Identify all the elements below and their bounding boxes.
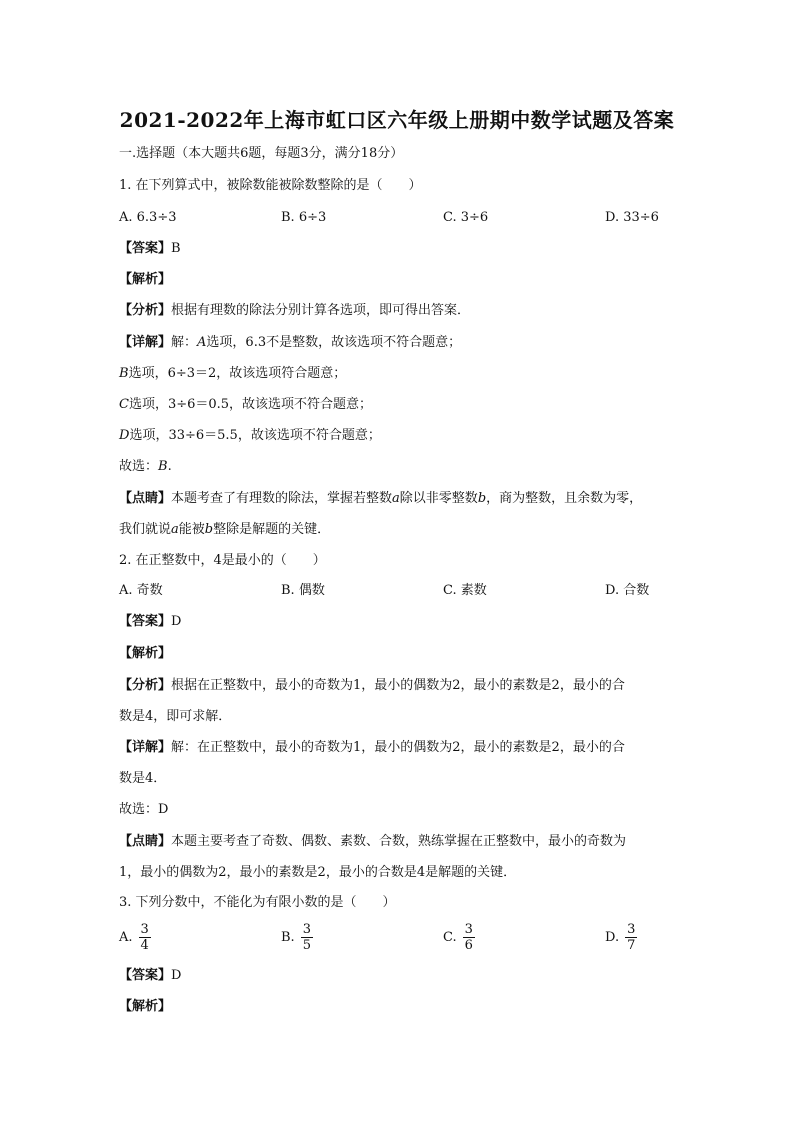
q2-dianjing-line-1 bbox=[119, 834, 626, 850]
dianjing-text: 本题主要考查了奇数、偶数、素数、合数，熟练掌握在正整数中，最小的奇数为 bbox=[171, 834, 627, 849]
q1-option-c: C. 3÷6 bbox=[443, 210, 489, 225]
q1-fenxi bbox=[119, 303, 470, 319]
q2-option-c: C. 素数 bbox=[443, 583, 487, 598]
q1-option-d: D. 33÷6 bbox=[605, 210, 659, 225]
q1-xiangjie-line-3 bbox=[119, 397, 372, 413]
xiangjie-text: 选项，6.3不是整数，故该选项不符合题意； bbox=[206, 335, 462, 350]
denominator: 6 bbox=[464, 938, 473, 953]
variable: b bbox=[204, 522, 214, 537]
q2-xiangjie-line-2: 数是4． bbox=[119, 771, 167, 786]
page-title: 2021-2022年上海市虹口区六年级上册期中数学试题及答案 bbox=[119, 108, 675, 132]
q1-answer bbox=[119, 241, 181, 257]
xiangjie-tag: 【详解】 bbox=[119, 335, 172, 350]
variable: D bbox=[119, 428, 130, 443]
q2-option-d: D. 合数 bbox=[605, 583, 650, 598]
dianjing-tag: 【点睛】 bbox=[119, 491, 172, 506]
q3-option-b bbox=[281, 922, 313, 953]
fraction bbox=[463, 922, 475, 953]
xiangjie-text: 选项，6÷3＝2，故该选项符合题意； bbox=[128, 366, 347, 381]
q1-dianjing-line-1 bbox=[119, 491, 642, 507]
dianjing-text: 我们就说 bbox=[119, 522, 172, 537]
q1-option-b: B. 6÷3 bbox=[281, 210, 327, 225]
denominator: 4 bbox=[140, 938, 149, 953]
variable: a bbox=[392, 491, 400, 506]
q3-stem: 3. 下列分数中，不能化为有限小数的是（ ） bbox=[119, 895, 396, 910]
answer-value: D bbox=[171, 614, 182, 629]
q1-xiangjie-line-4 bbox=[119, 428, 381, 444]
section-heading: 一.选择题（本大题共6题，每题3分，满分18分） bbox=[119, 146, 404, 161]
q3-answer bbox=[119, 968, 181, 984]
dianjing-text: ，商为整数，且余数为零， bbox=[486, 491, 643, 506]
variable: a bbox=[171, 522, 179, 537]
option-label: A. bbox=[119, 930, 133, 945]
q3-jiexi-tag: 【解析】 bbox=[119, 999, 172, 1014]
q2-fenxi-line-1 bbox=[119, 678, 625, 694]
fraction bbox=[625, 922, 637, 953]
xiangjie-tag: 【详解】 bbox=[119, 740, 172, 755]
q1-jiexi-tag: 【解析】 bbox=[119, 272, 172, 287]
q2-guxuan: 故选：D bbox=[119, 802, 169, 817]
answer-value: D bbox=[171, 968, 182, 983]
answer-tag: 【答案】 bbox=[119, 968, 172, 983]
dianjing-tag: 【点睛】 bbox=[119, 834, 172, 849]
fenxi-tag: 【分析】 bbox=[119, 678, 172, 693]
q2-fenxi-line-2: 数是4，即可求解． bbox=[119, 709, 232, 724]
option-label: D. bbox=[605, 930, 620, 945]
dianjing-text: 能被 bbox=[178, 522, 205, 537]
answer-value: B bbox=[171, 241, 181, 256]
q1-stem: 1. 在下列算式中，被除数能被除数整除的是（ ） bbox=[119, 178, 422, 193]
guxuan-text: . bbox=[167, 459, 172, 474]
answer-tag: 【答案】 bbox=[119, 241, 172, 256]
denominator: 7 bbox=[627, 938, 636, 953]
q3-option-a bbox=[119, 922, 151, 953]
q1-dianjing-line-2 bbox=[119, 522, 330, 538]
xiangjie-text: 选项，3÷6＝0.5，故该选项不符合题意； bbox=[128, 397, 373, 412]
q2-option-a: A. 奇数 bbox=[119, 583, 163, 598]
option-label: B. bbox=[281, 930, 295, 945]
xiangjie-text: 选项，33÷6＝5.5，故该选项不符合题意； bbox=[129, 428, 381, 443]
numerator: 3 bbox=[627, 922, 636, 937]
dianjing-text: 整除是解题的关键． bbox=[213, 522, 331, 537]
fenxi-text: 根据有理数的除法分别计算各选项，即可得出答案． bbox=[171, 303, 471, 318]
answer-tag: 【答案】 bbox=[119, 614, 172, 629]
dianjing-text: 除以非零整数 bbox=[399, 491, 478, 506]
xiangjie-text: 解：在正整数中，最小的奇数为1，最小的偶数为2，最小的素数是2，最小的合 bbox=[171, 740, 625, 755]
fenxi-text: 根据在正整数中，最小的奇数为1，最小的偶数为2，最小的素数是2，最小的合 bbox=[171, 678, 625, 693]
dianjing-text: 本题考查了有理数的除法，掌握若整数 bbox=[171, 491, 393, 506]
variable: C bbox=[119, 397, 129, 412]
fraction bbox=[139, 922, 151, 953]
q2-jiexi-tag: 【解析】 bbox=[119, 646, 172, 661]
fenxi-tag: 【分析】 bbox=[119, 303, 172, 318]
guxuan-text: 故选： bbox=[119, 459, 159, 474]
numerator: 3 bbox=[140, 922, 149, 937]
xiangjie-text: 解： bbox=[171, 335, 198, 350]
fraction bbox=[301, 922, 313, 953]
q1-xiangjie-line-1 bbox=[119, 335, 461, 351]
q2-dianjing-line-2: 1，最小的偶数为2，最小的素数是2，最小的合数是4是解题的关键． bbox=[119, 865, 517, 880]
option-label: C. bbox=[443, 930, 457, 945]
q3-option-c bbox=[443, 922, 475, 953]
variable: B bbox=[158, 459, 168, 474]
numerator: 3 bbox=[302, 922, 311, 937]
q2-answer bbox=[119, 614, 181, 630]
denominator: 5 bbox=[302, 938, 311, 953]
variable: B bbox=[119, 366, 129, 381]
q2-xiangjie-line-1 bbox=[119, 740, 625, 756]
q1-xiangjie-line-2 bbox=[119, 366, 346, 382]
q1-guxuan bbox=[119, 459, 172, 475]
q2-option-b: B. 偶数 bbox=[281, 583, 325, 598]
q1-option-a: A. 6.3÷3 bbox=[119, 210, 177, 225]
q3-option-d bbox=[605, 922, 637, 953]
variable: b bbox=[477, 491, 487, 506]
q2-stem: 2. 在正整数中，4是最小的（ ） bbox=[119, 553, 326, 568]
numerator: 3 bbox=[464, 922, 473, 937]
variable: A bbox=[197, 335, 207, 350]
